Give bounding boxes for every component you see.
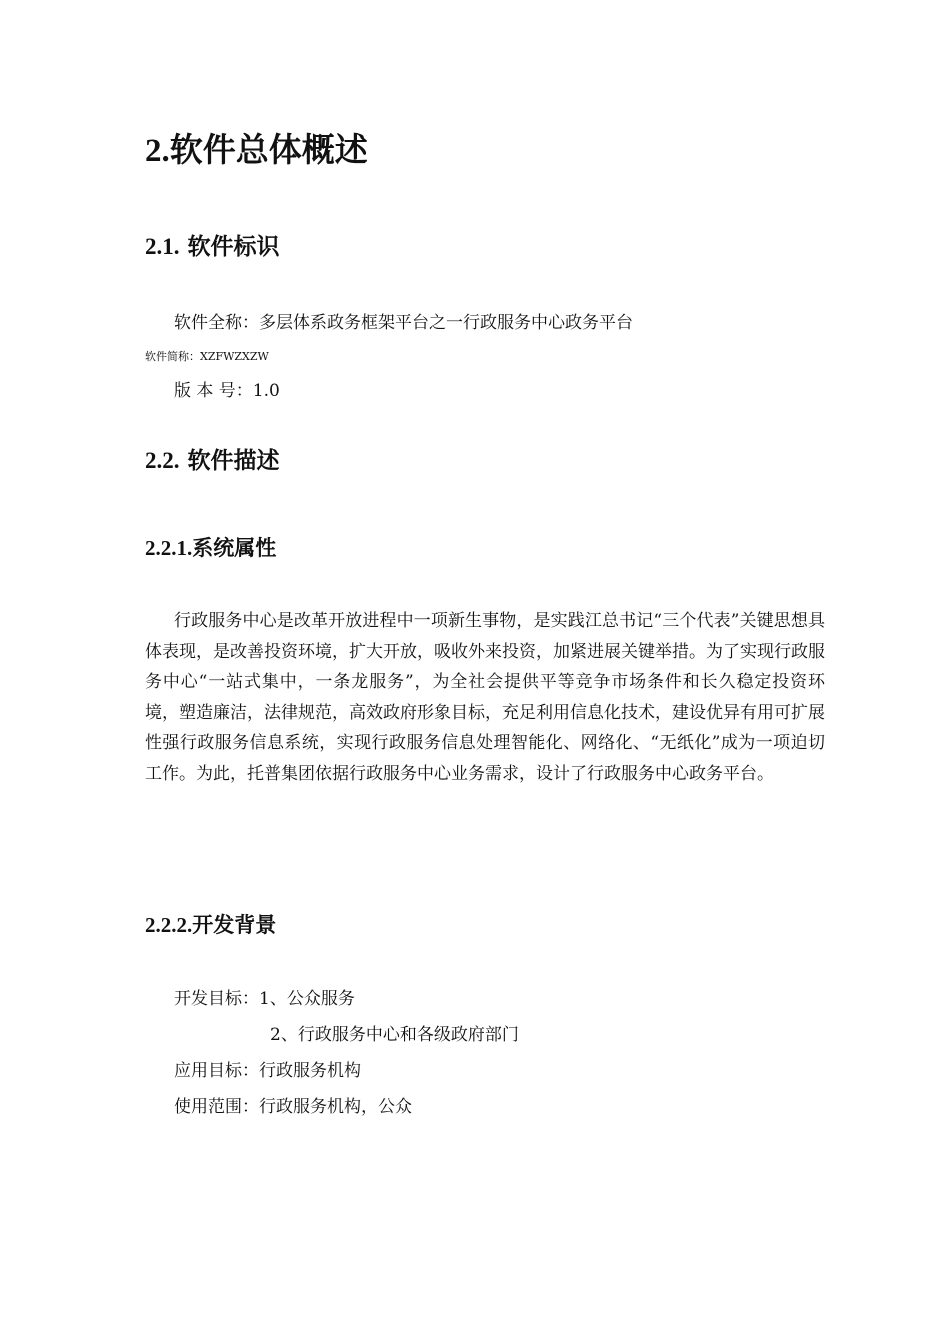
section-number: 2.1. xyxy=(145,234,180,259)
subsection-heading-2-2-1 xyxy=(145,533,276,563)
software-version: 版 本 号：1.0 xyxy=(174,381,280,401)
chapter-number: 2. xyxy=(145,133,170,169)
section-number: 2.2. xyxy=(145,448,180,473)
software-short-name: 软件简称：XZFWZXZW xyxy=(145,350,269,363)
usage-scope: 使用范围：行政服务机构，公众 xyxy=(174,1097,412,1117)
dev-goal-item-2: 2、行政服务中心和各级政府部门 xyxy=(270,1025,519,1045)
dev-goal-item-1: 1、公众服务 xyxy=(259,989,355,1009)
chapter-heading xyxy=(145,128,368,173)
subsection-title: 开发背景 xyxy=(192,912,277,937)
subsection-number: 2.2.2. xyxy=(145,913,193,937)
system-attributes-paragraph: 行政服务中心是改革开放进程中一项新生事物，是实践江总书记“三个代表”关键思想具体表现，是改善投资环境，扩大开放，吸收外来投资，加紧进展关键举措。为了实现行政服务中心“一站式集中，一条龙服务”，为全社会提供平等竞争市场条件和长久稳定投资环境，塑造廉洁，法律规范，高效政府形象目标，充足利用信息化技术，建设优异有用可扩展性强行政服务信息系统，实现行政服务信息处理智能化、网络化、“无纸化”成为一项迫切工作。为此，托普集团依据行政服务中心业务需求，设计了行政服务中心政务平台。 xyxy=(145,611,825,784)
software-full-name: 软件全称：多层体系政务框架平台之一行政服务中心政务平台 xyxy=(174,313,633,333)
dev-goal-label: 开发目标： xyxy=(174,989,259,1009)
dev-goal-row xyxy=(174,987,355,1011)
application-goal: 应用目标：行政服务机构 xyxy=(174,1061,361,1081)
section-title: 软件标识 xyxy=(187,233,280,260)
section-title: 软件描述 xyxy=(187,447,280,474)
subsection-heading-2-2-2 xyxy=(145,910,276,940)
subsection-number: 2.2.1. xyxy=(145,536,193,560)
subsection-title: 系统属性 xyxy=(192,535,277,560)
section-heading-2-1 xyxy=(145,231,280,263)
chapter-title: 软件总体概述 xyxy=(169,130,368,169)
section-heading-2-2 xyxy=(145,445,280,477)
